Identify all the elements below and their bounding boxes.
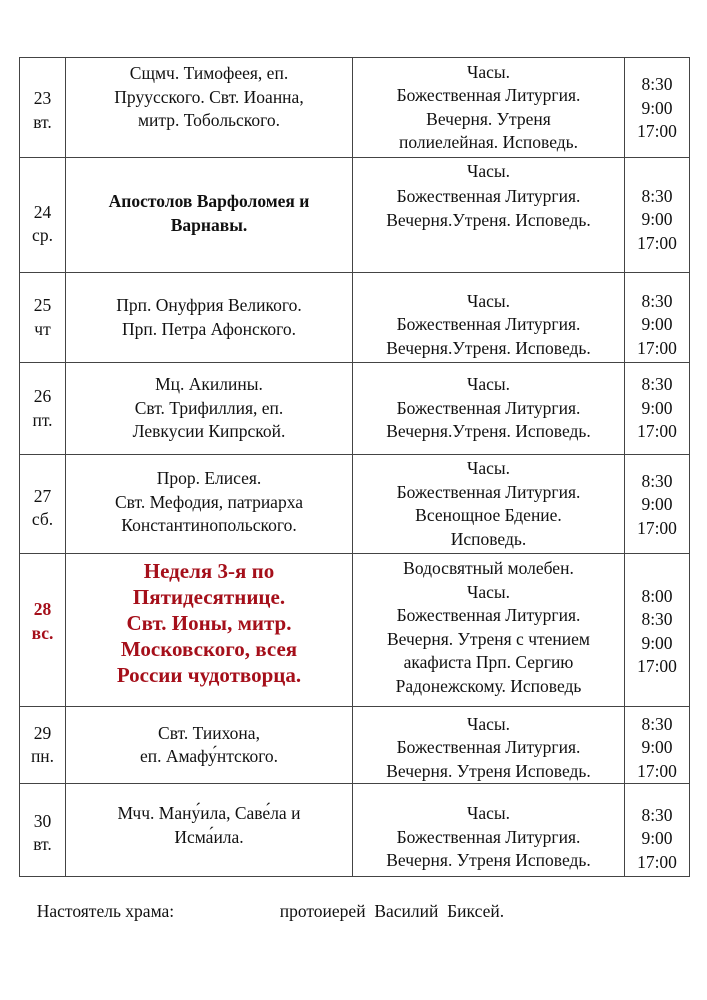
saint-line: Московского, всея xyxy=(120,637,298,661)
day-number: 26 xyxy=(33,386,52,406)
service-line: Часы. xyxy=(466,374,511,395)
saint-line: Свт. Тиихона, xyxy=(158,722,260,743)
service-line: Божественная Литургия. xyxy=(396,737,581,757)
times-cell xyxy=(625,363,690,455)
schedule-row xyxy=(20,455,690,554)
service-line: Божественная Литургия. xyxy=(396,605,581,625)
day-number: 24 xyxy=(33,201,52,222)
time: 17:00 xyxy=(637,517,677,538)
service-line: Вечерня. Утреня Исповедь. xyxy=(386,760,591,781)
time: 8:30 xyxy=(641,713,673,734)
service-line: полиелейная. Исповедь. xyxy=(398,132,579,152)
service-line: Часы. xyxy=(466,290,511,311)
saint-line: Мчч. Ману́ила, Саве́ла и xyxy=(117,803,301,823)
service-line: Водосвятный молебен. xyxy=(403,558,574,578)
saint-cell xyxy=(66,58,353,158)
day-number: 27 xyxy=(33,485,52,506)
saint-line: Апостолов Варфоломея и xyxy=(108,191,310,211)
date-cell xyxy=(20,455,66,554)
footer-signature xyxy=(28,880,504,922)
date-cell xyxy=(20,58,66,158)
schedule-row xyxy=(20,707,690,784)
saint-cell xyxy=(66,455,353,554)
saint-line: Сщмч. Тимофеея, еп. xyxy=(129,63,289,83)
weekday: пт. xyxy=(32,409,53,430)
services-cell xyxy=(353,158,625,273)
service-line: Радонежскому. Исповедь xyxy=(395,675,582,696)
weekday: чт xyxy=(34,318,51,339)
time: 9:00 xyxy=(641,97,673,118)
weekday: вс. xyxy=(31,622,54,643)
service-line: Часы. xyxy=(466,458,511,478)
date-cell xyxy=(20,554,66,707)
saint-line: Прп. Петра Афонского. xyxy=(121,318,297,339)
day-number: 29 xyxy=(33,722,52,743)
service-line: Вечерня. Утреня Исповедь. xyxy=(386,850,591,870)
saint-cell xyxy=(66,554,353,707)
day-number: 23 xyxy=(33,88,52,108)
time: 17:00 xyxy=(637,851,677,872)
service-line: Божественная Литургия. xyxy=(396,185,581,206)
saint-line: Прор. Елисея. xyxy=(156,468,262,488)
time: 8:30 xyxy=(641,804,673,825)
times-cell xyxy=(625,58,690,158)
service-line: Часы. xyxy=(466,713,511,734)
service-line: Вечерня. Утреня с чтением xyxy=(387,628,590,649)
time: 8:30 xyxy=(641,290,673,311)
service-line: Божественная Литургия. xyxy=(396,314,581,334)
saint-cell xyxy=(66,784,353,877)
service-line: Часы. xyxy=(466,581,511,602)
schedule-row xyxy=(20,273,690,363)
time: 9:00 xyxy=(641,397,673,418)
times-cell xyxy=(625,554,690,707)
time: 17:00 xyxy=(637,232,677,253)
services-cell xyxy=(353,273,625,363)
weekday: вт. xyxy=(33,111,52,132)
services-cell xyxy=(353,58,625,158)
saint-cell xyxy=(66,707,353,784)
schedule-row-feast xyxy=(20,554,690,707)
services-cell xyxy=(353,455,625,554)
time: 8:30 xyxy=(641,74,673,95)
saint-line: Свт. Ионы, митр. xyxy=(126,611,292,635)
saint-line: Левкусии Кипрской. xyxy=(132,421,286,442)
time: 8:30 xyxy=(641,185,673,206)
schedule-row xyxy=(20,58,690,158)
day-number: 30 xyxy=(33,810,52,831)
date-cell xyxy=(20,273,66,363)
saint-line: Мц. Акилины. xyxy=(155,374,263,395)
time: 9:00 xyxy=(641,737,673,757)
times-cell xyxy=(625,784,690,877)
schedule-row xyxy=(20,784,690,877)
footer-label: Настоятель храма: xyxy=(36,901,175,921)
time: 17:00 xyxy=(637,656,677,676)
schedule-row xyxy=(20,363,690,455)
time: 17:00 xyxy=(637,337,677,358)
saint-cell xyxy=(66,158,353,273)
date-cell xyxy=(20,707,66,784)
time: 9:00 xyxy=(641,494,673,515)
saint-cell xyxy=(66,363,353,455)
services-cell xyxy=(353,363,625,455)
times-cell xyxy=(625,273,690,363)
service-line: Часы. xyxy=(466,61,511,82)
services-cell xyxy=(353,707,625,784)
time: 9:00 xyxy=(641,828,673,849)
services-cell xyxy=(353,784,625,877)
date-cell xyxy=(20,363,66,455)
time: 9:00 xyxy=(641,632,673,653)
schedule-table xyxy=(19,57,690,877)
day-number: 28 xyxy=(33,599,52,619)
saint-line: Неделя 3-я по xyxy=(143,559,275,583)
saint-line: Прп. Онуфрия Великого. xyxy=(116,295,302,315)
service-line: акафиста Прп. Сергию xyxy=(403,652,574,672)
saint-line: Свт. Трифиллия, еп. xyxy=(134,397,284,418)
service-line: Часы. xyxy=(466,161,511,181)
date-cell xyxy=(20,158,66,273)
weekday: вт. xyxy=(33,834,52,854)
time: 9:00 xyxy=(641,314,673,334)
footer-rector-name: протоиерей Василий Биксей. xyxy=(279,901,505,921)
time: 17:00 xyxy=(637,121,677,142)
weekday: сб. xyxy=(31,509,54,529)
service-line: Вечерня. Утреня xyxy=(426,108,551,129)
time: 17:00 xyxy=(637,760,677,781)
time: 17:00 xyxy=(637,421,677,442)
service-line: Божественная Литургия. xyxy=(396,397,581,418)
service-line: Часы. xyxy=(466,803,511,823)
schedule-row xyxy=(20,158,690,273)
saint-line: России чудотворца. xyxy=(116,663,302,687)
saint-line: Пруусского. Свт. Иоанна, xyxy=(114,86,304,107)
service-line: Вечерня.Утреня. Исповедь. xyxy=(386,210,591,230)
times-cell xyxy=(625,455,690,554)
saint-line: митр. Тобольского. xyxy=(137,110,281,130)
time: 8:00 xyxy=(641,585,673,606)
time: 8:30 xyxy=(641,470,673,491)
weekday: ср. xyxy=(32,225,53,245)
times-cell xyxy=(625,707,690,784)
service-line: Всенощное Бдение. xyxy=(415,505,562,525)
saint-line: Пятидесятнице. xyxy=(132,585,286,609)
service-line: Божественная Литургия. xyxy=(396,85,581,105)
times-cell xyxy=(625,158,690,273)
saint-line: Свт. Мефодия, патриарха xyxy=(114,491,303,512)
saint-cell xyxy=(66,273,353,363)
service-line: Божественная Литургия. xyxy=(396,826,581,847)
time: 8:30 xyxy=(641,609,673,629)
services-cell xyxy=(353,554,625,707)
day-number: 25 xyxy=(33,295,52,315)
service-line: Исповедь. xyxy=(450,528,527,549)
time: 9:00 xyxy=(641,209,673,230)
service-line: Вечерня.Утреня. Исповедь. xyxy=(386,337,591,358)
saint-line: Константинопольского. xyxy=(121,515,297,535)
date-cell xyxy=(20,784,66,877)
service-line: Божественная Литургия. xyxy=(396,481,581,502)
time: 8:30 xyxy=(641,374,673,395)
service-line: Вечерня.Утреня. Исповедь. xyxy=(386,421,591,442)
saint-line: еп. Амафу́нтского. xyxy=(139,746,279,766)
saint-line: Исма́ила. xyxy=(174,826,244,847)
saint-line: Варнавы. xyxy=(170,214,248,235)
weekday: пн. xyxy=(30,746,55,766)
